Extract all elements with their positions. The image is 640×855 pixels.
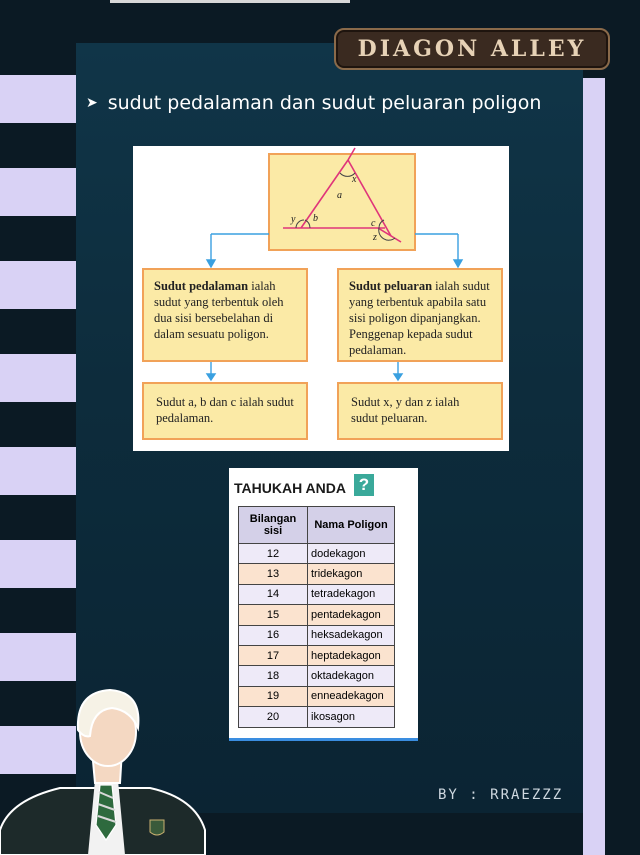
table-row <box>239 645 395 665</box>
angle-label-a: a <box>337 190 342 201</box>
card-accent-bar <box>229 738 418 741</box>
header-name: Nama Poligon <box>308 507 395 544</box>
exterior-definition: ialah sudut yang terbentuk apabila satu sisi poligon dipanjangkan. Penggenap kepada sudut pedalaman. <box>349 279 490 357</box>
interior-definition-box <box>142 268 308 362</box>
question-mark-icon: ? <box>354 474 374 496</box>
top-divider <box>110 0 350 3</box>
arrow-bullet-icon: ➤ <box>86 95 98 111</box>
sides-cell: 16 <box>239 625 308 645</box>
table-row <box>239 544 395 564</box>
table-row <box>239 605 395 625</box>
card-title: TAHUKAH ANDA <box>234 480 346 496</box>
left-stripe <box>0 261 76 309</box>
polygon-name-cell: heksadekagon <box>308 625 395 645</box>
header-sides: Bilangan sisi <box>239 507 308 544</box>
interior-definition: ialah sudut yang terbentuk oleh dua sisi bersebelahan di dalam sesuatu poligon. <box>154 279 284 341</box>
angle-diagram <box>133 146 509 451</box>
angle-label-b: b <box>313 213 318 224</box>
polygon-name-cell: pentadekagon <box>308 605 395 625</box>
table-header-row <box>239 507 395 544</box>
left-stripe <box>0 540 76 588</box>
polygon-name-cell: ikosagon <box>308 707 395 727</box>
sides-cell: 15 <box>239 605 308 625</box>
right-stripe <box>583 78 605 855</box>
table-row <box>239 666 395 686</box>
polygon-name-cell: dodekagon <box>308 544 395 564</box>
title-badge <box>334 28 610 70</box>
sides-cell: 12 <box>239 544 308 564</box>
polygon-name-cell: oktadekagon <box>308 666 395 686</box>
angle-label-x: x <box>352 174 357 185</box>
exterior-example-box <box>337 382 503 440</box>
left-stripe <box>0 168 76 216</box>
author-byline: BY : RRAEZZZ <box>438 787 564 803</box>
table-row <box>239 625 395 645</box>
sides-cell: 13 <box>239 564 308 584</box>
sides-cell: 20 <box>239 707 308 727</box>
left-stripe <box>0 75 76 123</box>
interior-term: Sudut pedalaman <box>154 279 249 293</box>
exterior-example: Sudut x, y dan z ialah sudut peluaran. <box>351 395 460 425</box>
exterior-term: Sudut peluaran <box>349 279 433 293</box>
heading-text: sudut pedalaman dan sudut peluaran poligon <box>107 92 542 114</box>
interior-example-box <box>142 382 308 440</box>
sides-cell: 14 <box>239 584 308 604</box>
sides-cell: 18 <box>239 666 308 686</box>
table-row <box>239 707 395 727</box>
angle-label-y: y <box>291 214 296 225</box>
table-row <box>239 584 395 604</box>
interior-example: Sudut a, b dan c ialah sudut pedalaman. <box>156 395 294 425</box>
angle-label-z: z <box>373 232 377 243</box>
title-text: DIAGON ALLEY <box>357 36 587 62</box>
polygon-name-cell: tridekagon <box>308 564 395 584</box>
polygon-names-card <box>229 468 418 741</box>
polygon-name-cell: heptadekagon <box>308 645 395 665</box>
polygon-name-cell: enneadekagon <box>308 686 395 706</box>
sides-cell: 17 <box>239 645 308 665</box>
character-illustration <box>0 680 210 855</box>
table-row <box>239 686 395 706</box>
left-stripe <box>0 354 76 402</box>
left-stripe <box>0 633 76 681</box>
angle-label-c: c <box>371 218 376 229</box>
polygon-name-cell: tetradekagon <box>308 584 395 604</box>
exterior-definition-box <box>337 268 503 362</box>
sides-cell: 19 <box>239 686 308 706</box>
section-heading <box>86 92 541 114</box>
table-row <box>239 564 395 584</box>
polygon-table <box>238 506 395 728</box>
left-stripe <box>0 447 76 495</box>
